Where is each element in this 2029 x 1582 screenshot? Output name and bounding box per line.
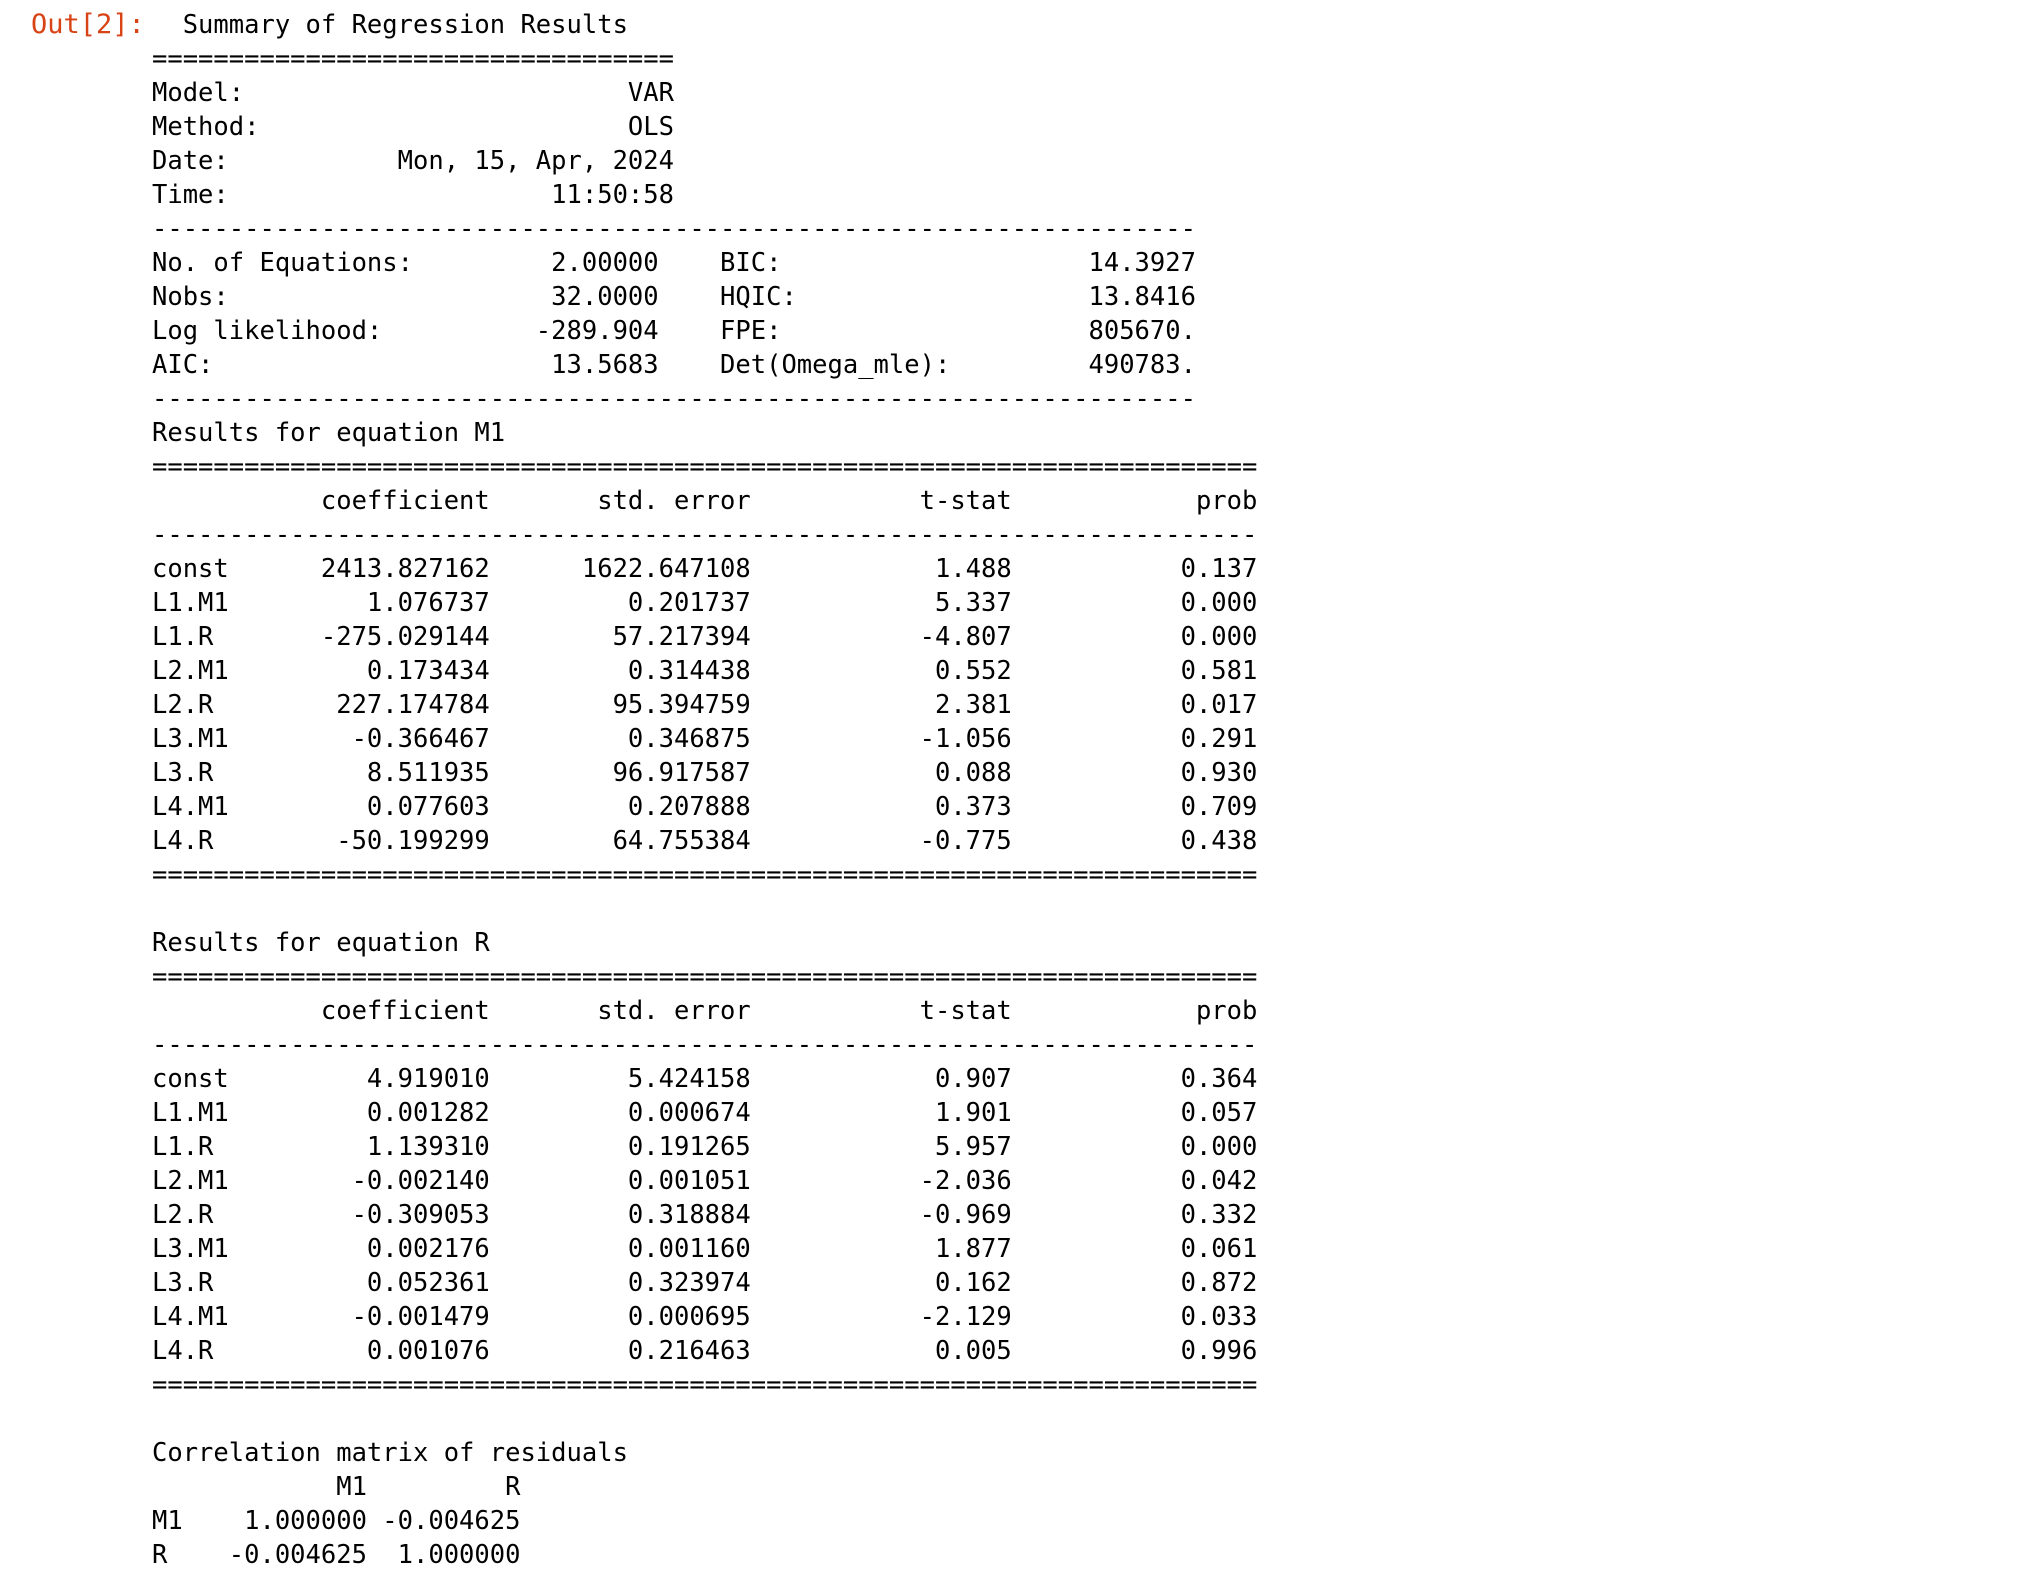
output-line: ======================================================================== <box>152 962 1258 992</box>
output-line: Summary of Regression Results <box>152 10 628 40</box>
output-line: ======================================================================== <box>152 1370 1258 1400</box>
output-line: L4.M1 -0.001479 0.000695 -2.129 0.033 <box>152 1302 1258 1332</box>
output-line: L3.M1 -0.366467 0.346875 -1.056 0.291 <box>152 724 1258 754</box>
output-line: Time: 11:50:58 <box>152 180 674 210</box>
output-line: Model: VAR <box>152 78 674 108</box>
output-line: ======================================================================== <box>152 452 1258 482</box>
output-line: Method: OLS <box>152 112 674 142</box>
output-line: L2.R -0.309053 0.318884 -0.969 0.332 <box>152 1200 1258 1230</box>
output-line: Date: Mon, 15, Apr, 2024 <box>152 146 674 176</box>
output-line: L3.R 0.052361 0.323974 0.162 0.872 <box>152 1268 1258 1298</box>
output-line: Log likelihood: -289.904 FPE: 805670. <box>152 316 1196 346</box>
output-line: -------------------------------------------------------------------- <box>152 384 1196 414</box>
output-line: ------------------------------------------------------------------------ <box>152 520 1258 550</box>
output-line: No. of Equations: 2.00000 BIC: 14.3927 <box>152 248 1196 278</box>
output-line: AIC: 13.5683 Det(Omega_mle): 490783. <box>152 350 1196 380</box>
output-line: coefficient std. error t-stat prob <box>152 486 1258 516</box>
output-line: M1 R <box>152 1472 521 1502</box>
output-line: L1.M1 1.076737 0.201737 5.337 0.000 <box>152 588 1258 618</box>
output-line: L1.M1 0.001282 0.000674 1.901 0.057 <box>152 1098 1258 1128</box>
output-line: L4.M1 0.077603 0.207888 0.373 0.709 <box>152 792 1258 822</box>
output-line: M1 1.000000 -0.004625 <box>152 1506 521 1536</box>
output-line: L4.R -50.199299 64.755384 -0.775 0.438 <box>152 826 1258 856</box>
output-line: L4.R 0.001076 0.216463 0.005 0.996 <box>152 1336 1258 1366</box>
output-line: Results for equation M1 <box>152 418 506 448</box>
output-line: R -0.004625 1.000000 <box>152 1540 521 1570</box>
output-line: -------------------------------------------------------------------- <box>152 214 1196 244</box>
output-line: coefficient std. error t-stat prob <box>152 996 1258 1026</box>
output-prompt: Out[2]: <box>31 9 145 40</box>
output-line: L1.R 1.139310 0.191265 5.957 0.000 <box>152 1132 1258 1162</box>
output-line: L3.M1 0.002176 0.001160 1.877 0.061 <box>152 1234 1258 1264</box>
output-line: Nobs: 32.0000 HQIC: 13.8416 <box>152 282 1196 312</box>
output-line: ------------------------------------------------------------------------ <box>152 1030 1258 1060</box>
output-line: L3.R 8.511935 96.917587 0.088 0.930 <box>152 758 1258 788</box>
regression-summary-output <box>152 8 1257 1572</box>
output-line: L1.R -275.029144 57.217394 -4.807 0.000 <box>152 622 1258 652</box>
output-line: L2.M1 -0.002140 0.001051 -2.036 0.042 <box>152 1166 1258 1196</box>
output-line: const 2413.827162 1622.647108 1.488 0.137 <box>152 554 1258 584</box>
output-line: L2.M1 0.173434 0.314438 0.552 0.581 <box>152 656 1258 686</box>
output-line: Results for equation R <box>152 928 490 958</box>
output-line: const 4.919010 5.424158 0.907 0.364 <box>152 1064 1258 1094</box>
output-line: ================================== <box>152 44 674 74</box>
output-line: Correlation matrix of residuals <box>152 1438 628 1468</box>
output-line: L2.R 227.174784 95.394759 2.381 0.017 <box>152 690 1258 720</box>
output-line: ======================================================================== <box>152 860 1258 890</box>
